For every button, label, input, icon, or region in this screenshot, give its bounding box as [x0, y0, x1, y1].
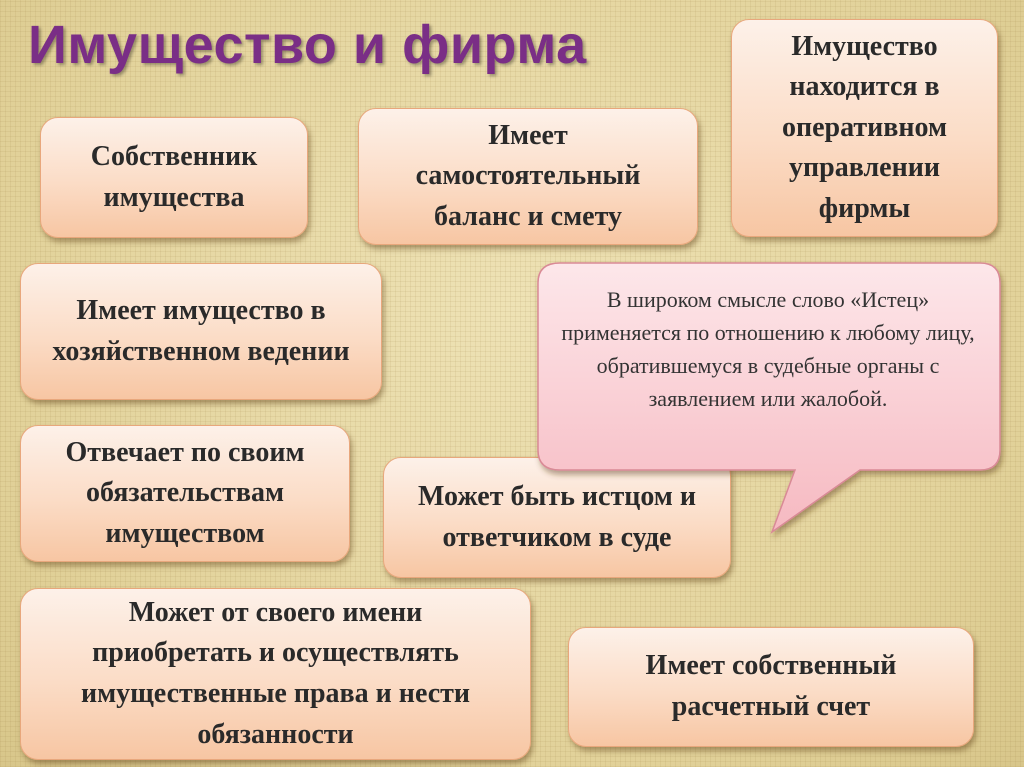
- plaintiff-text: Может быть истцом и ответчиком в суде: [417, 480, 697, 553]
- callout-text: В широком смысле слово «Истец» применяется по отношению к любому лицу, обратившемуся в судебные органы с заявлением или жалобой.: [561, 287, 975, 411]
- balance-text: Имеет самостоятельный баланс и смету: [415, 119, 641, 232]
- owner-text: Собственник имущества: [90, 140, 258, 213]
- page-title: Имущество и фирма: [28, 15, 587, 75]
- liabilities-text: Отвечает по своим обязательствам имуществом: [65, 436, 305, 549]
- rights-text: Может от своего имени приобретать и осуществлять имущественные права и нести обязанности: [80, 596, 471, 750]
- operative-management-text: Имущество находится в оперативном управлении фирмы: [781, 30, 948, 224]
- account-text: Имеет собственный расчетный счет: [645, 650, 897, 722]
- economic-management-text: Имеет имущество в хозяйственном ведении: [52, 294, 350, 367]
